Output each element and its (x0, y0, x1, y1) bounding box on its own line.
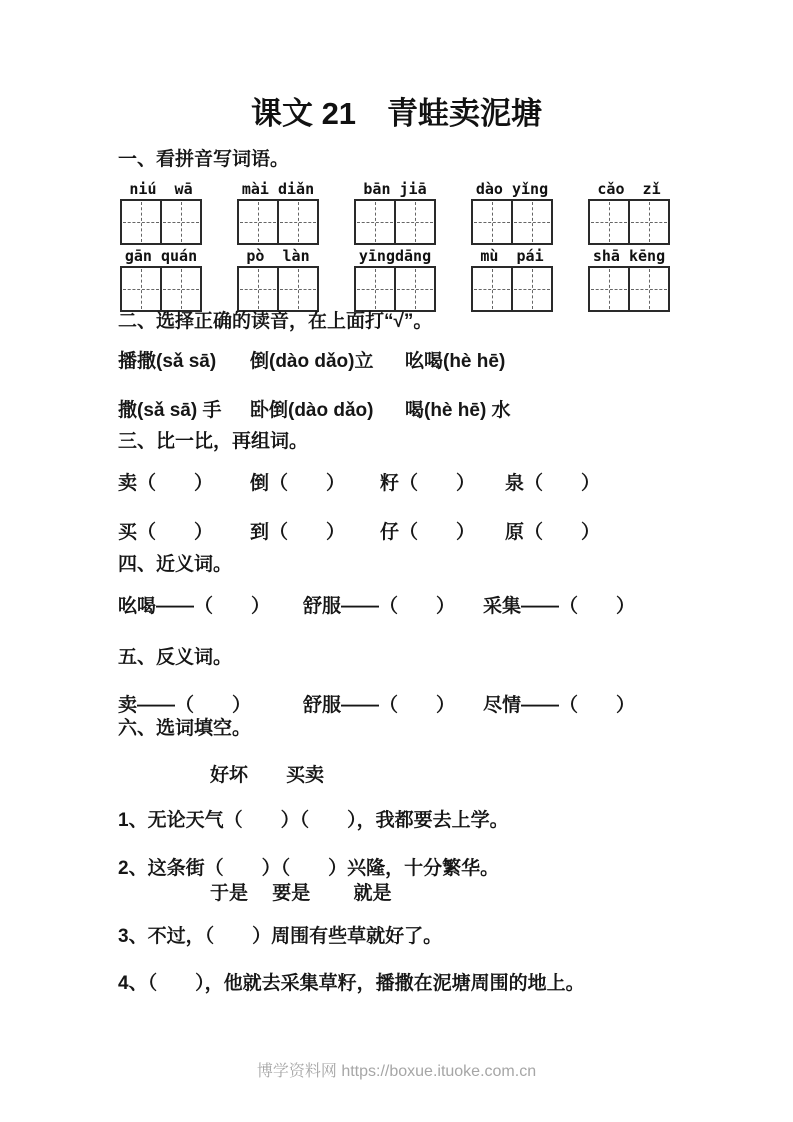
exercise-item: 卖（ ） (118, 473, 214, 494)
pinyin-label: gān quán (124, 247, 198, 265)
grid-cell (394, 201, 434, 243)
pinyin-word-column (120, 246, 202, 312)
fill-blank-sentence: 4、（ ），他就去采集草籽，播撒在泥塘周围的地上。 (118, 973, 585, 994)
pinyin-label: mài diǎn (241, 180, 315, 198)
exercise-item: 尽情——（ ） (483, 695, 636, 716)
exercise-row (118, 349, 693, 375)
exercise-item: 舒服——（ ） (303, 695, 456, 716)
page-title: 课文 21 青蛙卖泥塘 (250, 96, 543, 131)
exercise-item: 泉（ ） (505, 473, 601, 494)
grid-cell (628, 268, 668, 310)
exercise-item: 吆喝(hè hē) (405, 351, 506, 372)
exercise-item: 买（ ） (118, 522, 214, 543)
writing-grid (237, 266, 319, 312)
exercise-item: 倒(dào dǎo)立 (250, 351, 374, 372)
fill-blank-sentence: 3、不过，（ ）周围有些草就好了。 (118, 926, 443, 947)
pinyin-grid-row-1 (120, 179, 670, 245)
grid-cell (160, 201, 200, 243)
pinyin-word-column (588, 179, 670, 245)
pinyin-word-column (120, 179, 202, 245)
section-3-header: 三、比一比，再组词。 (118, 431, 309, 452)
pinyin-grid-row-2 (120, 246, 670, 312)
pinyin-word-column (237, 179, 319, 245)
fill-blank-sentence: 2、这条街（ ）（ ）兴隆，十分繁华。 (118, 858, 500, 879)
grid-cell (160, 268, 200, 310)
exercise-item: 倒（ ） (250, 473, 346, 494)
section-1-header: 一、看拼音写词语。 (118, 149, 290, 170)
grid-cell (473, 201, 511, 243)
pinyin-word-column (237, 246, 319, 312)
pinyin-label: bān jiā (363, 180, 427, 198)
grid-cell (590, 268, 628, 310)
exercise-row (118, 471, 693, 497)
writing-grid (120, 199, 202, 245)
exercise-row (118, 398, 693, 424)
exercise-item: 到（ ） (250, 522, 346, 543)
fill-blank-sentence: 1、无论天气（ ）（ ），我都要去上学。 (118, 810, 509, 831)
grid-cell (590, 201, 628, 243)
pinyin-label: dào yǐng (475, 180, 549, 198)
grid-cell (356, 268, 394, 310)
exercise-item: 仔（ ） (380, 522, 476, 543)
exercise-item: 采集——（ ） (483, 596, 636, 617)
grid-cell (394, 268, 434, 310)
footer-watermark: 博学资料网 https://boxue.ituoke.com.cn (256, 1063, 537, 1080)
pinyin-word-column (588, 246, 670, 312)
exercise-item: 撒(sǎ sā) 手 (118, 400, 222, 421)
word-choices: 好坏 买卖 (210, 765, 325, 786)
writing-grid (471, 199, 553, 245)
section-6-header: 六、选词填空。 (118, 718, 252, 739)
grid-cell (122, 268, 160, 310)
pinyin-word-column (354, 246, 436, 312)
grid-cell (277, 201, 317, 243)
writing-grid (471, 266, 553, 312)
exercise-item: 籽（ ） (380, 473, 476, 494)
grid-cell (239, 201, 277, 243)
writing-grid (237, 199, 319, 245)
writing-grid (588, 199, 670, 245)
pinyin-label: niú wā (129, 180, 193, 198)
word-choices: 于是 要是 就是 (210, 883, 392, 904)
grid-cell (239, 268, 277, 310)
exercise-item: 播撒(sǎ sā) (118, 351, 217, 372)
exercise-item: 原（ ） (505, 522, 601, 543)
section-5-header: 五、反义词。 (118, 647, 233, 668)
grid-cell (511, 268, 551, 310)
exercise-row (118, 520, 693, 546)
section-2-header: 二、选择正确的读音，在上面打“√”。 (118, 311, 433, 332)
grid-cell (122, 201, 160, 243)
writing-grid (354, 199, 436, 245)
writing-grid (120, 266, 202, 312)
writing-grid (354, 266, 436, 312)
grid-cell (628, 201, 668, 243)
exercise-item: 舒服——（ ） (303, 596, 456, 617)
writing-grid (588, 266, 670, 312)
pinyin-label: pò làn (246, 247, 310, 265)
grid-cell (356, 201, 394, 243)
exercise-item: 卖——（ ） (118, 695, 252, 716)
exercise-item: 卧倒(dào dǎo) (250, 400, 374, 421)
pinyin-word-column (354, 179, 436, 245)
pinyin-word-column (471, 179, 553, 245)
pinyin-word-column (471, 246, 553, 312)
exercise-row (118, 594, 693, 620)
pinyin-label: cǎo zǐ (597, 180, 661, 198)
exercise-item: 喝(hè hē) 水 (405, 400, 511, 421)
grid-cell (511, 201, 551, 243)
exercise-item: 吆喝——（ ） (118, 596, 271, 617)
grid-cell (277, 268, 317, 310)
pinyin-label: yīngdāng (358, 247, 432, 265)
pinyin-label: shā kēng (592, 247, 666, 265)
section-4-header: 四、近义词。 (118, 554, 233, 575)
grid-cell (473, 268, 511, 310)
pinyin-label: mù pái (480, 247, 544, 265)
